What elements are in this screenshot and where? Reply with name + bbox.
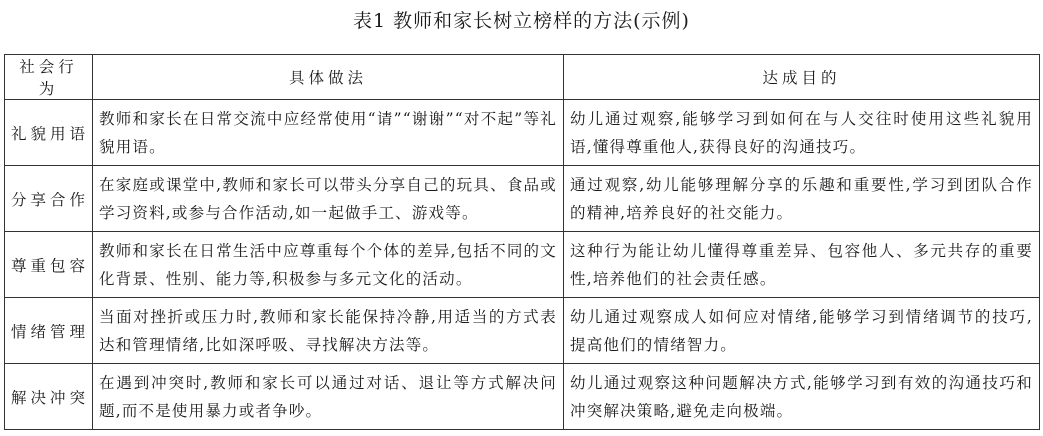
practice-cell: 当面对挫折或压力时,教师和家长能保持冷静,用适当的方式表达和管理情绪,比如深呼吸、寻找解决方法等。 — [93, 298, 564, 364]
behavior-cell: 情绪管理 — [5, 298, 93, 364]
header-specific-practice: 具体做法 — [93, 55, 564, 100]
header-goal: 达成目的 — [564, 55, 1040, 100]
behavior-cell: 礼貌用语 — [5, 100, 93, 166]
table-row — [5, 166, 1040, 232]
methods-table — [4, 54, 1040, 430]
practice-cell: 教师和家长在日常交流中应经常使用“请”“谢谢”“对不起”等礼貌用语。 — [93, 100, 564, 166]
goal-cell: 幼儿通过观察,能够学习到如何在与人交往时使用这些礼貌用语,懂得尊重他人,获得良好的沟通技巧。 — [564, 100, 1040, 166]
table-row — [5, 232, 1040, 298]
table-caption: 表1 教师和家长树立榜样的方法(示例) — [353, 10, 690, 32]
goal-cell: 幼儿通过观察这种问题解决方式,能够学习到有效的沟通技巧和冲突解决策略,避免走向极端。 — [564, 364, 1040, 430]
table-row — [5, 100, 1040, 166]
practice-cell: 教师和家长在日常生活中应尊重每个个体的差异,包括不同的文化背景、性别、能力等,积极参与多元文化的活动。 — [93, 232, 564, 298]
table-row — [5, 298, 1040, 364]
practice-cell: 在家庭或课堂中,教师和家长可以带头分享自己的玩具、食品或学习资料,或参与合作活动,如一起做手工、游戏等。 — [93, 166, 564, 232]
goal-cell: 幼儿通过观察成人如何应对情绪,能够学习到情绪调节的技巧,提高他们的情绪智力。 — [564, 298, 1040, 364]
header-social-behavior: 社会行为 — [5, 55, 93, 100]
table-row — [5, 364, 1040, 430]
goal-cell: 通过观察,幼儿能够理解分享的乐趣和重要性,学习到团队合作的精神,培养良好的社交能力。 — [564, 166, 1040, 232]
practice-cell: 在遇到冲突时,教师和家长可以通过对话、退让等方式解决问题,而不是使用暴力或者争吵。 — [93, 364, 564, 430]
behavior-cell: 分享合作 — [5, 166, 93, 232]
behavior-cell: 解决冲突 — [5, 364, 93, 430]
table-header-row — [5, 55, 1040, 100]
behavior-cell: 尊重包容 — [5, 232, 93, 298]
goal-cell: 这种行为能让幼儿懂得尊重差异、包容他人、多元共存的重要性,培养他们的社会责任感。 — [564, 232, 1040, 298]
